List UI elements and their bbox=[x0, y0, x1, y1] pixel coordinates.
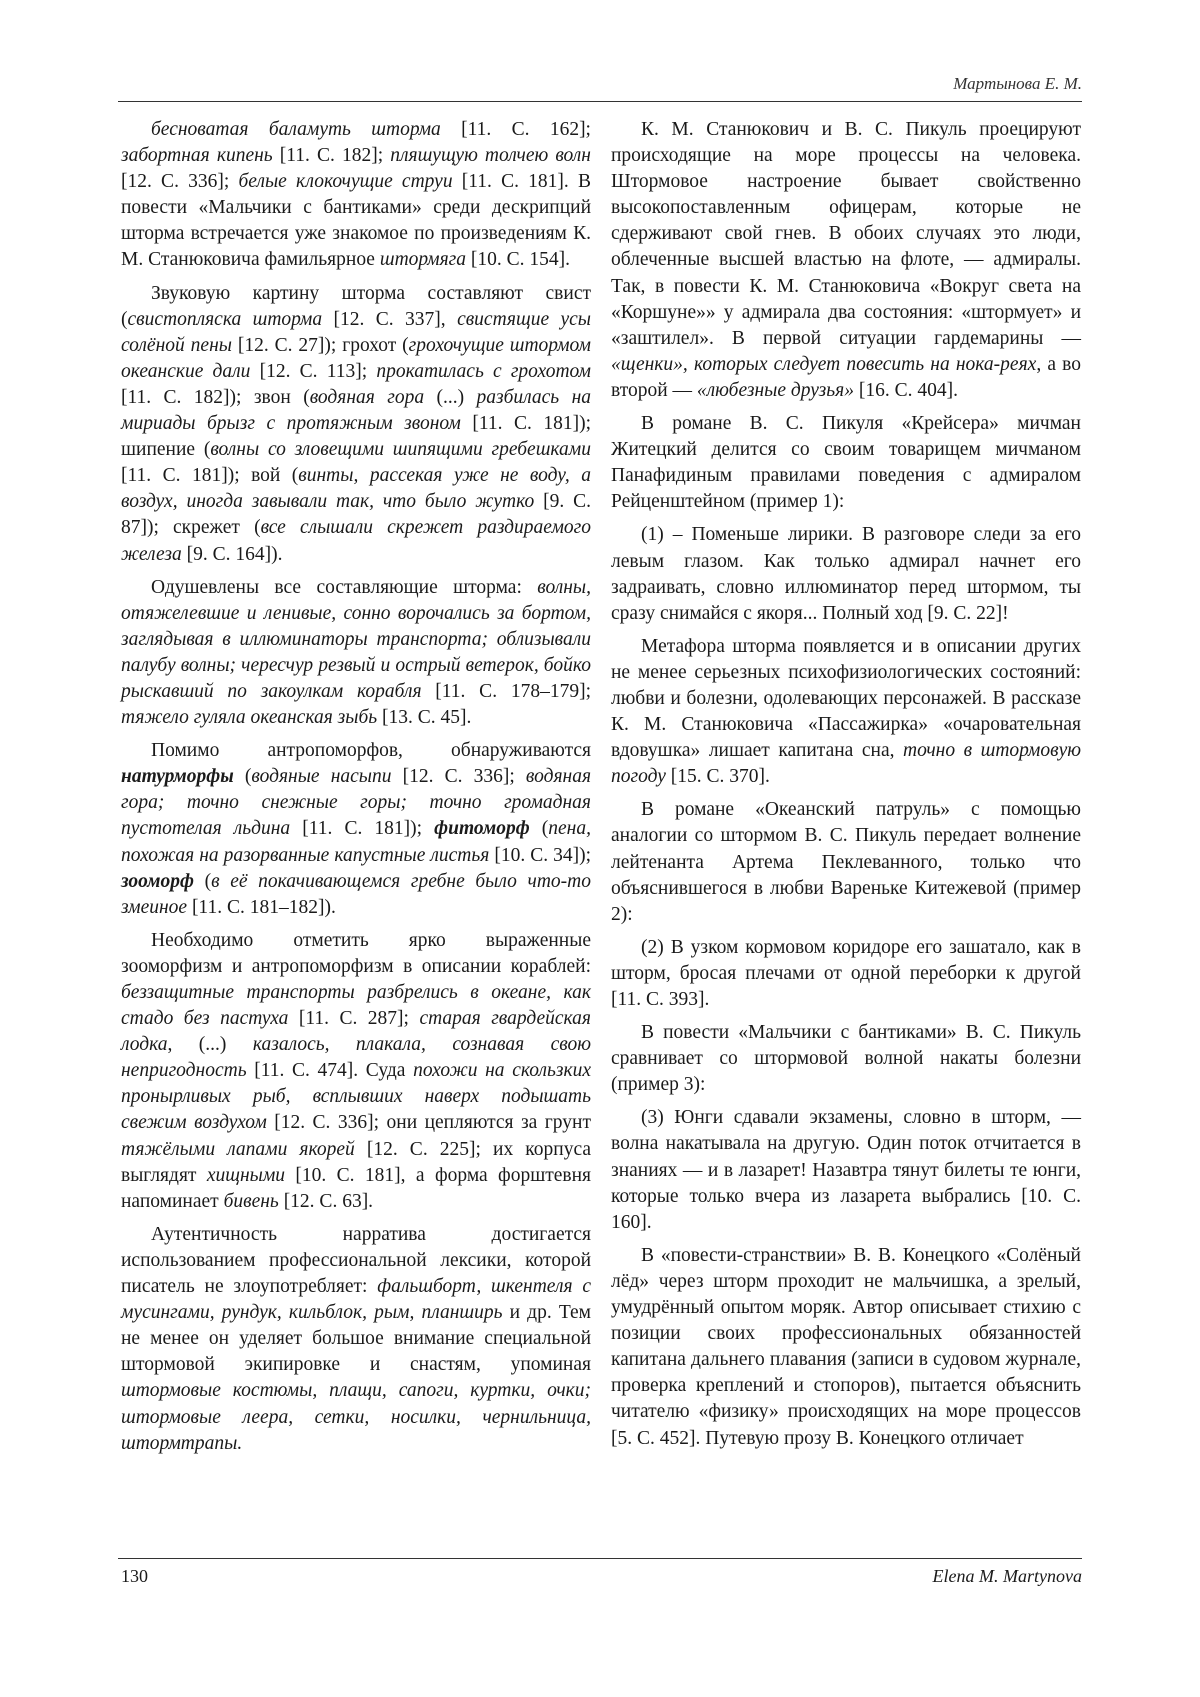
text-run: [12. С. 337], bbox=[322, 308, 458, 330]
text-run: похожи на скользких пронырливых рыб, всплывших наверх подышать свежим воздухом bbox=[121, 1060, 592, 1134]
text-run: , (...) bbox=[167, 1034, 253, 1056]
text-run: Необходимо отметить ярко выраженные зооморфизм и антропоморфизм в описании кораблей: bbox=[121, 929, 591, 977]
text-run: В повести «Мальчики с бантиками» В. С. Пикуль сравнивает со штормовой волной накаты болезни (пример 3): bbox=[611, 1022, 1081, 1096]
paragraph bbox=[121, 575, 591, 732]
text-run: зооморф bbox=[121, 870, 194, 892]
running-header: Мартынова Е. М. bbox=[953, 74, 1082, 93]
paragraph bbox=[121, 928, 591, 1215]
text-run: казалось, плакала, сознавая свою непригодность bbox=[121, 1034, 591, 1082]
text-run: и др. Тем не менее он уделяет большое внимание специальной штормовой экипировке и снастям, упоминая bbox=[121, 1302, 591, 1376]
text-run: [9. С. 87]); скрежет ( bbox=[121, 491, 591, 539]
text-run: [11. С. 181]); шипение ( bbox=[121, 413, 591, 461]
paragraph bbox=[611, 634, 1081, 791]
text-run: [11. С. 181]. В повести «Мальчики с бантиками» среди дескрипций шторма встречается уже знакомое по произведениям К. М. Станюковича фамильярное bbox=[121, 171, 592, 271]
text-run: пляшущую толчею волн bbox=[390, 145, 591, 167]
page-number: 130 bbox=[121, 1566, 148, 1586]
text-run: В романе В. С. Пикуля «Крейсера» мичман Житецкий делится со своим товарищем мичманом Панафидиным правилами поведения с адмиралом Рейценштейном (пример 1): bbox=[611, 413, 1081, 513]
text-run: Аутентичность нарратива достигается использованием профессиональной лексики, которой писатель не злоупотребляет: bbox=[121, 1223, 591, 1298]
text-run: [11. С. 162]; bbox=[440, 119, 591, 140]
text-run: (...) bbox=[424, 386, 477, 408]
text-run: [11. С. 181]); вой ( bbox=[121, 465, 299, 487]
text-run: [11. С. 182]; bbox=[272, 145, 391, 167]
text-run: водяная гора; точно снежные горы; точно громадная пустотелая льдина bbox=[121, 766, 592, 840]
text-run: бесноватая баламуть шторма bbox=[151, 119, 441, 140]
text-run: старая гвардейская лодка bbox=[121, 1008, 591, 1056]
text-run: винты, рассекая уже не воду, а воздух, иногда завывали так, что было жутко bbox=[121, 465, 591, 513]
text-run: разбилась на мириады брызг с протяжным звоном bbox=[121, 386, 592, 435]
text-run: в её покачивающемся гребне было что-то змеиное bbox=[121, 870, 591, 918]
text-run: Одушевлены все составляющие шторма: bbox=[151, 576, 538, 598]
text-run: [11. С. 178–179]; bbox=[421, 680, 591, 702]
paragraph bbox=[611, 1243, 1081, 1452]
text-run: тяжело гуляла океанская зыбь bbox=[121, 707, 378, 729]
text-run: бивень bbox=[223, 1190, 279, 1212]
text-run: (1) – Поменьше лирики. В разговоре следи за его левым глазом. Как только адмирал начнет его задраивать, словно иллюминатор перед штормом, ты сразу снимайся с якоря... Полный ход [9. С. 22]! bbox=[611, 524, 1081, 624]
text-run: К. М. Станюкович и В. С. Пикуль проецируют происходящие на море процессы на человека. Штормовое настроение бывает свойственно высокопоставленным офицерам, которые не сдерживают свой гнев. В обоих случаях это люди, облеченные высшей властью на флоте, — адмиралы. Так, в повести К. М. Станюковича «Вокруг света на «Коршуне»» у адмирала два состояния: «штормует» и «заштилел». В первой ситуации гардемарины — bbox=[611, 119, 1081, 349]
text-run: грохочущие штормом океанские дали bbox=[121, 334, 591, 382]
text-run: [12. С. 63]. bbox=[278, 1190, 374, 1212]
text-run: фальшборт, шкентеля с мусингами, рундук, кильблок, рым, планширь bbox=[121, 1276, 591, 1324]
text-run: водяная гора bbox=[309, 386, 425, 408]
text-run: волны со зловещими шипящими гребешками bbox=[210, 439, 592, 461]
text-run: [9. С. 164]). bbox=[181, 543, 283, 565]
footer-rule bbox=[118, 1558, 1082, 1559]
text-run: точно в штормовую погоду bbox=[611, 740, 1081, 788]
text-run: тяжёлыми лапами якорей bbox=[121, 1138, 355, 1160]
paragraph bbox=[611, 411, 1081, 515]
text-run: [13. С. 45]. bbox=[377, 707, 472, 729]
text-run: [10. С. 154]. bbox=[466, 249, 571, 271]
text-run: забортная кипень bbox=[121, 145, 273, 167]
text-run: [12. С. 113]; bbox=[250, 360, 377, 382]
text-run: [11. С. 181]); bbox=[290, 818, 435, 840]
text-run: ( bbox=[529, 818, 549, 840]
text-run: белые клокочущие струи bbox=[238, 171, 453, 193]
text-run: [12. С. 225]; их корпуса выглядят bbox=[121, 1138, 591, 1186]
text-run: [15. С. 370]. bbox=[665, 766, 770, 788]
paragraph bbox=[121, 117, 591, 274]
paragraph bbox=[121, 281, 591, 568]
text-run: пена, похожая на разорванные капустные листья bbox=[121, 818, 591, 866]
paragraph bbox=[611, 935, 1081, 1013]
paragraph bbox=[611, 1020, 1081, 1098]
text-run: [10. С. 34]); bbox=[489, 844, 592, 866]
text-run: [10. С. 181], а форма форштевня напоминает bbox=[121, 1164, 591, 1212]
text-run: водяные насыпи bbox=[251, 766, 392, 788]
paragraph bbox=[121, 738, 591, 921]
text-run: [12. С. 27]); грохот ( bbox=[231, 334, 409, 356]
text-run: «щенки», которых следует повесить на нока-реях bbox=[611, 353, 1037, 375]
paragraph bbox=[611, 1105, 1081, 1235]
text-run: (3) Юнги сдавали экзамены, словно в шторм, — волна накатывала на другую. Один поток отчитается в знаниях — и в лазарет! Назавтра тянут билеты те юнги, которые только вчера из лазарета выбрались [10. С. 160]. bbox=[611, 1107, 1081, 1233]
text-run: Метафора шторма появляется и в описании других не менее серьезных психофизиологических состояний: любви и болезни, одолевающих персонажей. В рассказе К. М. Станюковича «Пассажирка» «очаровательная вдовушка» лишает капитана сна, bbox=[611, 635, 1081, 762]
text-run: В романе «Океанский патруль» с помощью аналогии со штормом В. С. Пикуль передает волнение лейтенанта Артема Пеклеванного, только что объяснившегося в любви Вареньке Китежевой (пример 2): bbox=[611, 799, 1081, 925]
text-run: свистящие усы солёной пены bbox=[121, 308, 591, 356]
text-run: [11. С. 474]. Суда bbox=[246, 1060, 414, 1082]
text-run: штормяга bbox=[379, 249, 467, 271]
text-run: натурморфы bbox=[121, 766, 234, 788]
text-run: (2) В узком кормовом коридоре его зашатало, как в шторм, бросая плечами от одной переборки к другой [11. С. 393]. bbox=[611, 936, 1081, 1010]
text-run: ( bbox=[233, 766, 252, 788]
text-run: хищными bbox=[206, 1164, 286, 1186]
text-run: ( bbox=[193, 870, 212, 892]
text-run: [12. С. 336]; bbox=[391, 766, 526, 788]
text-run: все слышали скрежет раздираемого железа bbox=[121, 517, 592, 565]
paragraph bbox=[121, 1222, 591, 1457]
text-run: Звуковую картину шторма составляют свист ( bbox=[121, 282, 591, 330]
text-run: [12. С. 336]; они цепляются за грунт bbox=[266, 1112, 591, 1134]
text-run: [11. С. 287]; bbox=[288, 1008, 420, 1030]
right-column bbox=[611, 117, 1081, 1459]
text-run: [11. С. 182]); звон ( bbox=[121, 386, 310, 408]
text-run: [11. С. 181–182]). bbox=[187, 896, 336, 918]
text-run: [16. С. 404]. bbox=[853, 379, 958, 401]
text-run: «любезные друзья» bbox=[696, 379, 854, 401]
text-run: [12. С. 336]; bbox=[121, 171, 239, 193]
text-run: волны, отяжелевшие и ленивые, сонно ворочались за бортом, заглядывая в иллюминаторы транспорта; облизывали палубу волны; чересчур резвый и острый ветерок, бойко рыскавший по закоулкам корабля bbox=[121, 576, 591, 702]
text-run: штормовые костюмы, плащи, сапоги, куртки, очки; штормовые леера, сетки, носилки, чернильница, штормтрапы. bbox=[121, 1380, 591, 1454]
text-run: фитоморф bbox=[434, 818, 530, 840]
paragraph bbox=[611, 117, 1081, 404]
left-column bbox=[121, 117, 591, 1464]
header-rule bbox=[118, 101, 1082, 102]
text-run: беззащитные транспорты разбрелись в океане, как стадо без пастуха bbox=[121, 982, 591, 1030]
paragraph bbox=[611, 797, 1081, 927]
paragraph bbox=[611, 522, 1081, 626]
text-run: , а во второй — bbox=[611, 353, 1081, 401]
text-run: свистопляска шторма bbox=[127, 308, 323, 330]
text-run: прокатилась с грохотом bbox=[376, 360, 591, 382]
footer-author: Elena M. Martynova bbox=[932, 1566, 1082, 1586]
text-run: В «повести-странствии» В. В. Конецкого «Солёный лёд» через шторм проходит не мальчишка, а зрелый, умудрённый опытом моряк. Автор описывает стихию с позиции своих профессиональных обязанностей капитана дальнего плавания (записи в судовом журнале, проверка креплений и стопоров), пытается объяснить читателю «физику» происходящих на море процессов [5. С. 452]. Путевую прозу В. Конецкого отличает bbox=[611, 1244, 1081, 1449]
text-run: Помимо антропоморфов, обнаруживаются bbox=[151, 740, 591, 762]
